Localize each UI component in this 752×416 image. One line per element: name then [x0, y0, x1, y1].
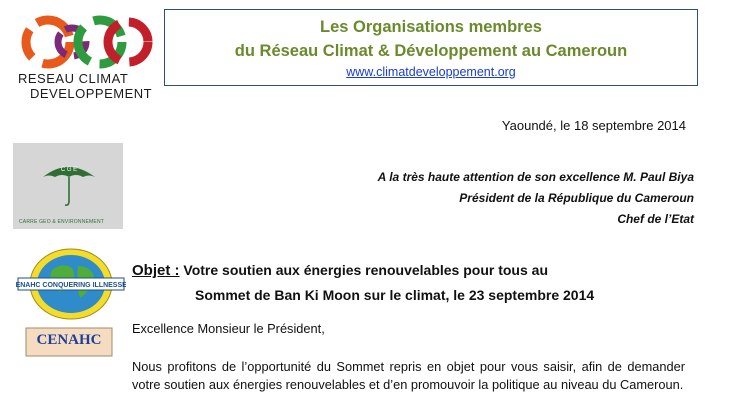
cge-logo	[13, 143, 123, 229]
recipient-line-3: Chef de l’Etat	[617, 212, 694, 226]
cge-caption: CARRE GEO & ENVIRONNEMENT	[19, 219, 105, 225]
svg-text:C G E: C G E	[60, 167, 78, 173]
umbrella-icon	[13, 143, 123, 223]
header-box	[164, 9, 698, 86]
salutation: Excellence Monsieur le Président,	[132, 321, 325, 336]
svg-text:CENAHC CONQUERING ILLNESSES: CENAHC CONQUERING ILLNESSES	[16, 282, 126, 289]
subject-label: Objet :	[132, 262, 180, 279]
header-title-line2: du Réseau Climat & Développement au Cameroun	[234, 42, 628, 60]
logo-text-line1: RESEAU CLIMAT	[18, 71, 129, 86]
logo-rings-icon	[10, 8, 160, 80]
subject-line-2: Sommet de Ban Ki Moon sur le climat, le 23 septembre 2014	[195, 287, 595, 303]
logo-text-line2: DEVELOPPEMENT	[30, 86, 153, 101]
recipient-line-1: A la très haute attention de son excellence M. Paul Biya	[377, 170, 694, 184]
cenahc-logo	[16, 248, 126, 360]
reseau-climat-logo	[10, 8, 160, 100]
website-link[interactable]: www.climatdeveloppement.org	[346, 65, 516, 79]
letter-date: Yaoundé, le 18 septembre 2014	[501, 118, 686, 133]
body-paragraph-1: Nous profitons de l’opportunité du Sommet repris en objet pour vous saisir, afin de demander votre soutien aux énergies renouvelables et d’en promouvoir la politique au niveau du Cameroun.	[132, 359, 685, 392]
subject-text-1: Votre soutien aux énergies renouvelables pour tous au	[183, 262, 548, 278]
recipient-line-2: Président de la République du Cameroun	[459, 191, 694, 205]
subject-line-1	[132, 262, 548, 279]
header-title-line1: Les Organisations membres	[320, 18, 542, 36]
cenahc-label: CENAHC	[36, 332, 102, 348]
